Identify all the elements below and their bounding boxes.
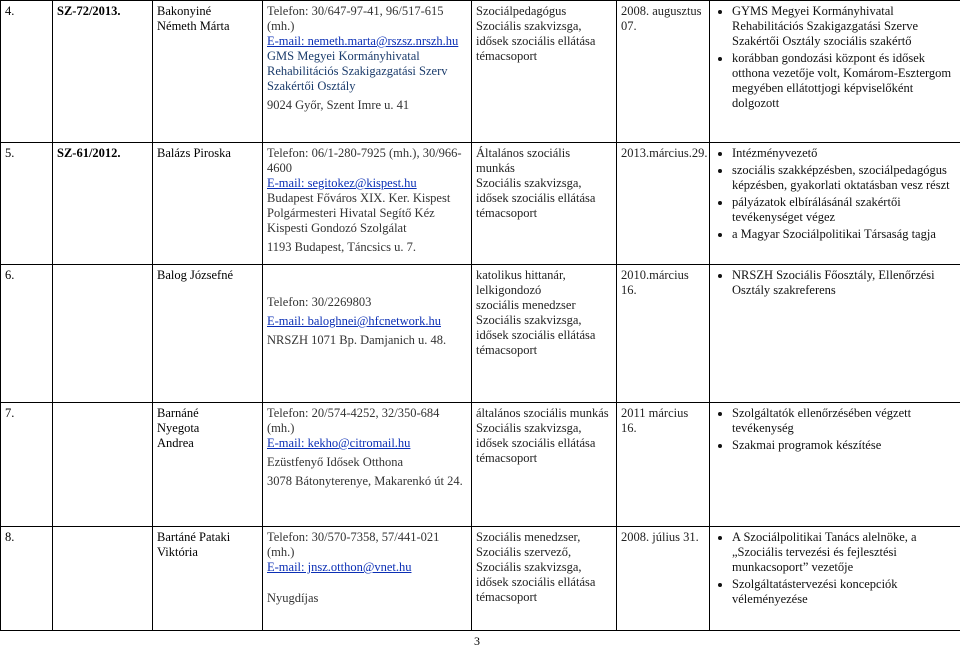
email-link[interactable]: E-mail: nemeth.marta@rszsz.nrszh.hu [267,34,459,48]
list-item: • GYMS Megyei Kormányhivatal Rehabilitációs Szakigazgatási Szerve Szakértői Osztály szociális szakértő [732,4,956,49]
registration-date: 2010.március 16. [617,265,710,403]
contact-cell [263,1,472,143]
table-row [1,403,960,527]
address-text: NRSZH 1071 Bp. Damjanich u. 48. [267,333,447,347]
registration-date: 2008. augusztus 07. [617,1,710,143]
qualifications-cell: Szociális menedzser, Szociális szervező, Szociális szakvizsga, idősek szociális ellátása témacsoport [472,527,617,631]
table-row [1,265,960,403]
page-number: 3 [474,634,480,648]
contact-cell [263,265,472,403]
list-item: • korábban gondozási központ és idősek otthona vezetője volt, Komárom-Esztergom megyében ellátottjogi képviselőként dolgozott [732,51,956,111]
row-number: 4. [1,1,53,143]
list-item: • a Magyar Szociálpolitikai Társaság tagja [732,227,956,242]
table-row [1,143,960,265]
list-item: • Szolgáltatók ellenőrzésében végzett tevékenység [732,406,956,436]
person-name: Balázs Piroska [153,143,263,265]
row-number: 7. [1,403,53,527]
contact-cell [263,403,472,527]
qualifications-cell: katolikus hittanár, lelkigondozó szociális menedzser Szociális szakvizsga, idősek szociális ellátása témacsoport [472,265,617,403]
record-id [53,403,153,527]
list-item: • szociális szakképzésben, szociálpedagógus képzésben, gyakorlati oktatásban vesz részt [732,163,956,193]
list-item: • Intézményvezető [732,146,956,161]
phone-text: Telefon: 20/574-4252, 32/350-684 (mh.) [267,406,440,435]
address-text: 1193 Budapest, Táncsics u. 7. [267,240,416,254]
address-text: 3078 Bátonyterenye, Makarenkó út 24. [267,474,463,488]
notes-cell [710,403,960,527]
table-row [1,527,960,631]
phone-text: Telefon: 30/647-97-41, 96/517-615 (mh.) [267,4,444,33]
email-link[interactable]: E-mail: baloghnei@hfcnetwork.hu [267,314,441,328]
registration-date: 2013.március.29. [617,143,710,265]
status-text: Nyugdíjas [267,591,319,605]
table-row [1,1,960,143]
workplace-text: Budapest Főváros XIX. Ker. Kispest Polgármesteri Hivatal Segítő Kéz Kispesti Gondozó Szolgálat [267,191,451,235]
contact-cell [263,143,472,265]
person-name: Barnáné Nyegota Andrea [153,403,263,527]
person-name: Bakonyiné Németh Márta [153,1,263,143]
record-id: SZ-72/2013. [53,1,153,143]
qualifications-cell: általános szociális munkás Szociális szakvizsga, idősek szociális ellátása témacsoport [472,403,617,527]
email-link[interactable]: E-mail: kekho@citromail.hu [267,436,411,450]
qualifications-cell: Szociálpedagógus Szociális szakvizsga, idősek szociális ellátása témacsoport [472,1,617,143]
registration-date: 2011 március 16. [617,403,710,527]
row-number: 8. [1,527,53,631]
notes-cell [710,143,960,265]
notes-cell [710,527,960,631]
record-id [53,527,153,631]
registration-date: 2008. július 31. [617,527,710,631]
person-name: Balog Józsefné [153,265,263,403]
list-item: • NRSZH Szociális Főosztály, Ellenőrzési Osztály szakreferens [732,268,956,298]
list-item: • Szakmai programok készítése [732,438,956,453]
notes-cell [710,1,960,143]
contact-cell [263,527,472,631]
phone-text: Telefon: 30/570-7358, 57/441-021 (mh.) [267,530,440,559]
email-link[interactable]: E-mail: jnsz.otthon@vnet.hu [267,560,412,574]
address-text: 9024 Győr, Szent Imre u. 41 [267,98,410,112]
email-link[interactable]: E-mail: segitokez@kispest.hu [267,176,417,190]
row-number: 5. [1,143,53,265]
phone-text: Telefon: 06/1-280-7925 (mh.), 30/966-4600 [267,146,462,175]
row-number: 6. [1,265,53,403]
workplace-text: Ezüstfenyő Idősek Otthona [267,455,404,469]
phone-text: Telefon: 30/2269803 [267,295,372,309]
notes-cell [710,265,960,403]
list-item: • A Szociálpolitikai Tanács alelnöke, a „Szociális tervezési és fejlesztési munkacsoport” vezetője [732,530,956,575]
workplace-text: GMS Megyei Kormányhivatal Rehabilitációs Szakigazgatási Szerv Szakértői Osztály [267,49,448,93]
person-name: Bartáné Pataki Viktória [153,527,263,631]
qualifications-cell: Általános szociális munkás Szociális szakvizsga, idősek szociális ellátása témacsoport [472,143,617,265]
record-id: SZ-61/2012. [53,143,153,265]
list-item: • pályázatok elbírálásánál szakértői tevékenységet végez [732,195,956,225]
list-item: • Szolgáltatástervezési koncepciók véleményezése [732,577,956,607]
record-id [53,265,153,403]
